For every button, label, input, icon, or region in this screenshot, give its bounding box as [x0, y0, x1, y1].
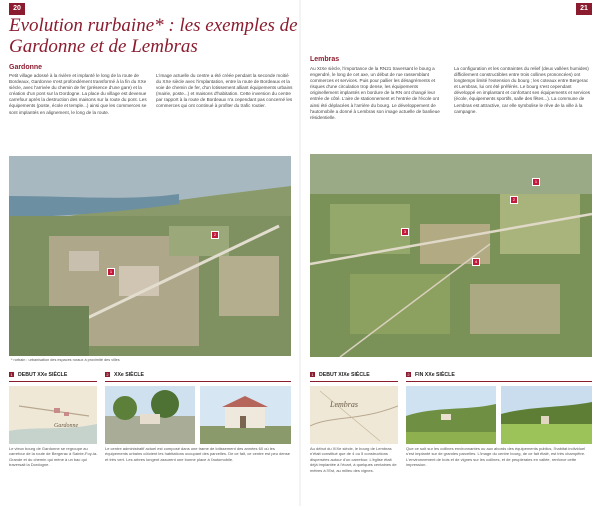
lembras-hills-photo [406, 386, 496, 444]
lembras-aerial-illustration [310, 154, 592, 357]
lembras-aerial-photo [310, 154, 592, 357]
old-map-illustration [9, 386, 97, 444]
lembras-block2-label: FIN XXe SIÈCLE [415, 372, 455, 378]
gardonne-block1-number: 1 [10, 372, 13, 377]
gardonne-block2-number: 2 [106, 372, 109, 377]
lembras-text-col2: La configuration et les contraintes du relief (deux vallées humides) difficilement constructibles entre trois collines prononcées) ont longtemps limité l'extension du bourg ; les coteaux entre Bergerac et Lembras, lui ont été préférés. Le bourg s'est cependant développé en implantant et confortant ses équipements et services (école, équipements sportifs, salle des fêtes...). La commune de Lembras est attractive, car elle symbolise le rêve de la ville à la campagne. [454, 66, 591, 114]
gardonne-block2-text: Le centre administratif actuel est composé dans une trame de lotissement des années 60 où les équipements urbains côtoient les habitations occupant des parcelles. De ce fait, ce centre est peu dense et très vert. Les arbres longent assurent une bonne place à l'automobile. [105, 446, 291, 462]
house-photo-illustration [200, 386, 291, 444]
lembras-old-map [310, 386, 398, 444]
photo-marker-3: 3 [401, 228, 409, 236]
gardonne-heading: Gardonne [9, 64, 43, 71]
page-gutter [299, 0, 301, 506]
old-map-label: Gardonne [54, 423, 79, 429]
photo-marker-2: 2 [510, 196, 518, 204]
gardonne-text-col1: Petit village adossé à la rivière et implanté le long de la route de Bordeaux, Gardonne s'est profondément transformé à la fin du XXe siècle, avec l'arrivée du chemin de fer (présence d'une gare) et la création d'un pont sur la Dordogne. La place du village est devenue carrefour après la destruction des maisons sur la route du pont. Les équipements (poste, école et temple...) ainsi que les commerces se sont implantés en alignement, le long de la route. [9, 73, 147, 115]
photo-marker-1: 1 [107, 268, 115, 276]
gardonne-block2-rule [105, 381, 291, 382]
gardonne-block1-text: Le vieux bourg de Gardonne se regroupe au carrefour de la route de Bergerac à Sainte-Foy-la-Grande et du chemin qui mène à un bac qui traversait la Dordogne. [9, 446, 98, 468]
lembras-block1-label: DEBUT XIXe SIÈCLE [319, 372, 370, 378]
lembras-block1-rule [310, 381, 398, 382]
photo-marker-4: 4 [472, 258, 480, 266]
page-title: Evolution rurbaine* : les exemples de Gardonne et de Lembras [9, 15, 298, 57]
photo-marker-2: 2 [211, 231, 219, 239]
gardonne-block1-rule [9, 381, 97, 382]
lembras-block1-number: 1 [311, 372, 314, 377]
hills-photo-illustration [406, 386, 496, 444]
lembras-map-label: Lembras [330, 400, 359, 409]
photo-marker-1: 1 [532, 178, 540, 186]
field-photo-illustration [501, 386, 592, 444]
gardonne-aerial-illustration [9, 156, 291, 356]
gardonne-text-col2: L'image actuelle du centre a été créée pendant la seconde moitié du XXe siècle avec l'implantation, entre la route de Bordeaux et la voie de chemin de fer, d'un lotissement alliant équipements urbains (mairie, poste...) et maisons d'habitation. Cette inversion du centre par rapport à la route de Bordeaux n'a cependant pas concerné les commerces qui ont continué à profiter du trafic routier. [156, 73, 293, 109]
lembras-field-photo [501, 386, 592, 444]
rurbain-footnote: * rurbain : urbanisation des espaces ruraux à proximité des villes [11, 358, 120, 362]
gardonne-block2-label: XXe SIÈCLE [114, 372, 144, 378]
lembras-map-illustration [310, 386, 398, 444]
gardonne-aerial-photo [9, 156, 291, 356]
gardonne-old-map [9, 386, 97, 444]
street-photo-illustration [105, 386, 195, 444]
lembras-text-col1: Au XIXe siècle, l'importance de la RN21 traversant le bourg a engendré, le long de cet axe, un début de rue rassemblant commerces et services. Puis pour pallier les désagréments et risques d'une circulation trop dense, les équipements originellement implantés en bordure de la RN ont changé leur entrée de côté. L'aire de stationnement et l'entrée de l'école ont ainsi été déplacées à l'arrière du bourg. Le développement de l'automobile a donné à Lembras son image actuelle de banlieue résidentielle. [310, 66, 440, 120]
lembras-block1-text: Au début du XIXe siècle, le bourg de Lembras n'était constitué que de 4 ou 5 constructions dispersées autour d'un carrefour. L'église était déjà implantée à l'écart, à quelques centaines de mètres à l'Est, au milieu des vignes. [310, 446, 397, 473]
gardonne-block1-label: DEBUT XXe SIÈCLE [18, 372, 68, 378]
page-number-right: 21 [576, 3, 592, 15]
lembras-block2-rule [406, 381, 592, 382]
lembras-block2-number: 2 [407, 372, 410, 377]
gardonne-street-photo [105, 386, 195, 444]
lembras-block2-text: Que ce soit sur les collines environnantes ou aux abords des équipements publics, l'habitat individuel s'est implanté sur de grandes parcelles. L'image du centre bourg, de ce fait étalé, est très champêtre. L'environnement de bois et de vignes sur les collines, et de peupleraies en vallée, renforce cette impression. [406, 446, 586, 468]
page-number-left: 20 [9, 3, 25, 15]
gardonne-house-photo [200, 386, 291, 444]
lembras-heading: Lembras [310, 56, 340, 63]
